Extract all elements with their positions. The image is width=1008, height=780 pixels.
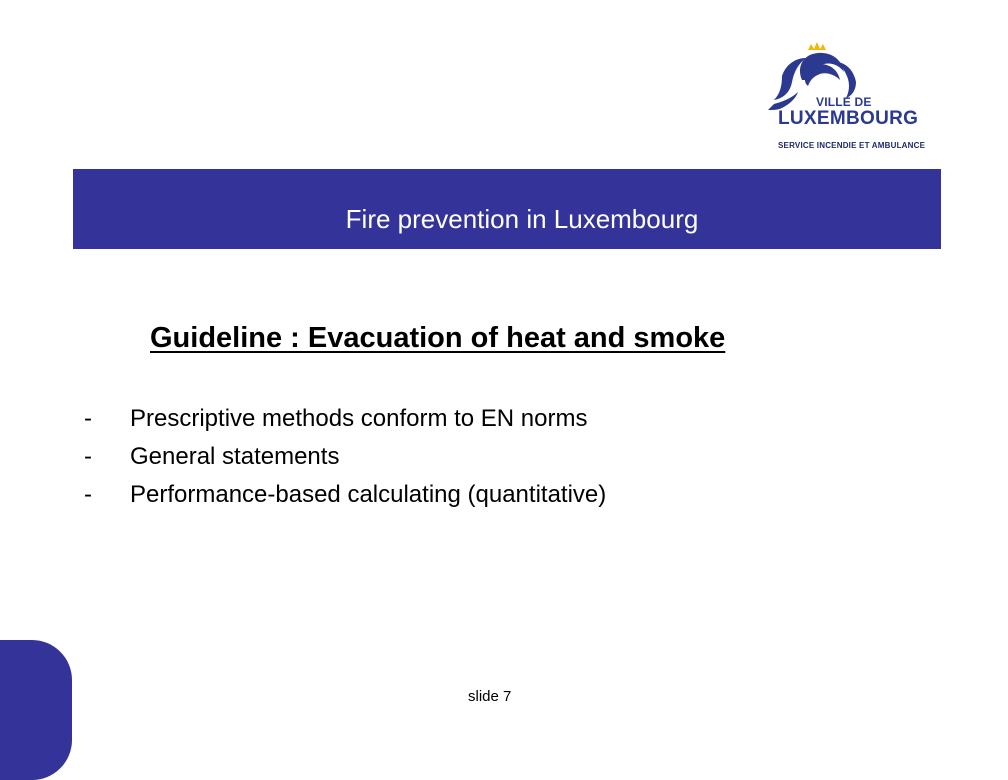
bullet-marker: -	[84, 405, 92, 432]
list-item	[84, 476, 606, 514]
crown-icon	[808, 42, 826, 50]
bullet-marker: -	[84, 443, 92, 470]
bullet-text: Performance-based calculating (quantitative)	[130, 481, 607, 508]
logo-line-ville-de: VILLE DE	[816, 95, 872, 109]
bullet-text: General statements	[130, 443, 340, 470]
bullet-text: Prescriptive methods conform to EN norms	[130, 405, 588, 432]
slide-title: Fire prevention in Luxembourg	[345, 204, 699, 234]
slide-number: slide 7	[468, 688, 512, 705]
list-item	[84, 438, 606, 476]
ville-de-luxembourg-logo	[762, 40, 942, 156]
logo-line-luxembourg: LUXEMBOURG	[778, 108, 919, 129]
bullet-marker: -	[84, 481, 92, 508]
decorative-corner-tab	[0, 640, 72, 780]
bullet-list	[84, 400, 606, 514]
section-heading: Guideline : Evacuation of heat and smoke	[150, 322, 726, 354]
logo-line-service: SERVICE INCENDIE ET AMBULANCE	[778, 141, 926, 150]
list-item	[84, 400, 606, 438]
